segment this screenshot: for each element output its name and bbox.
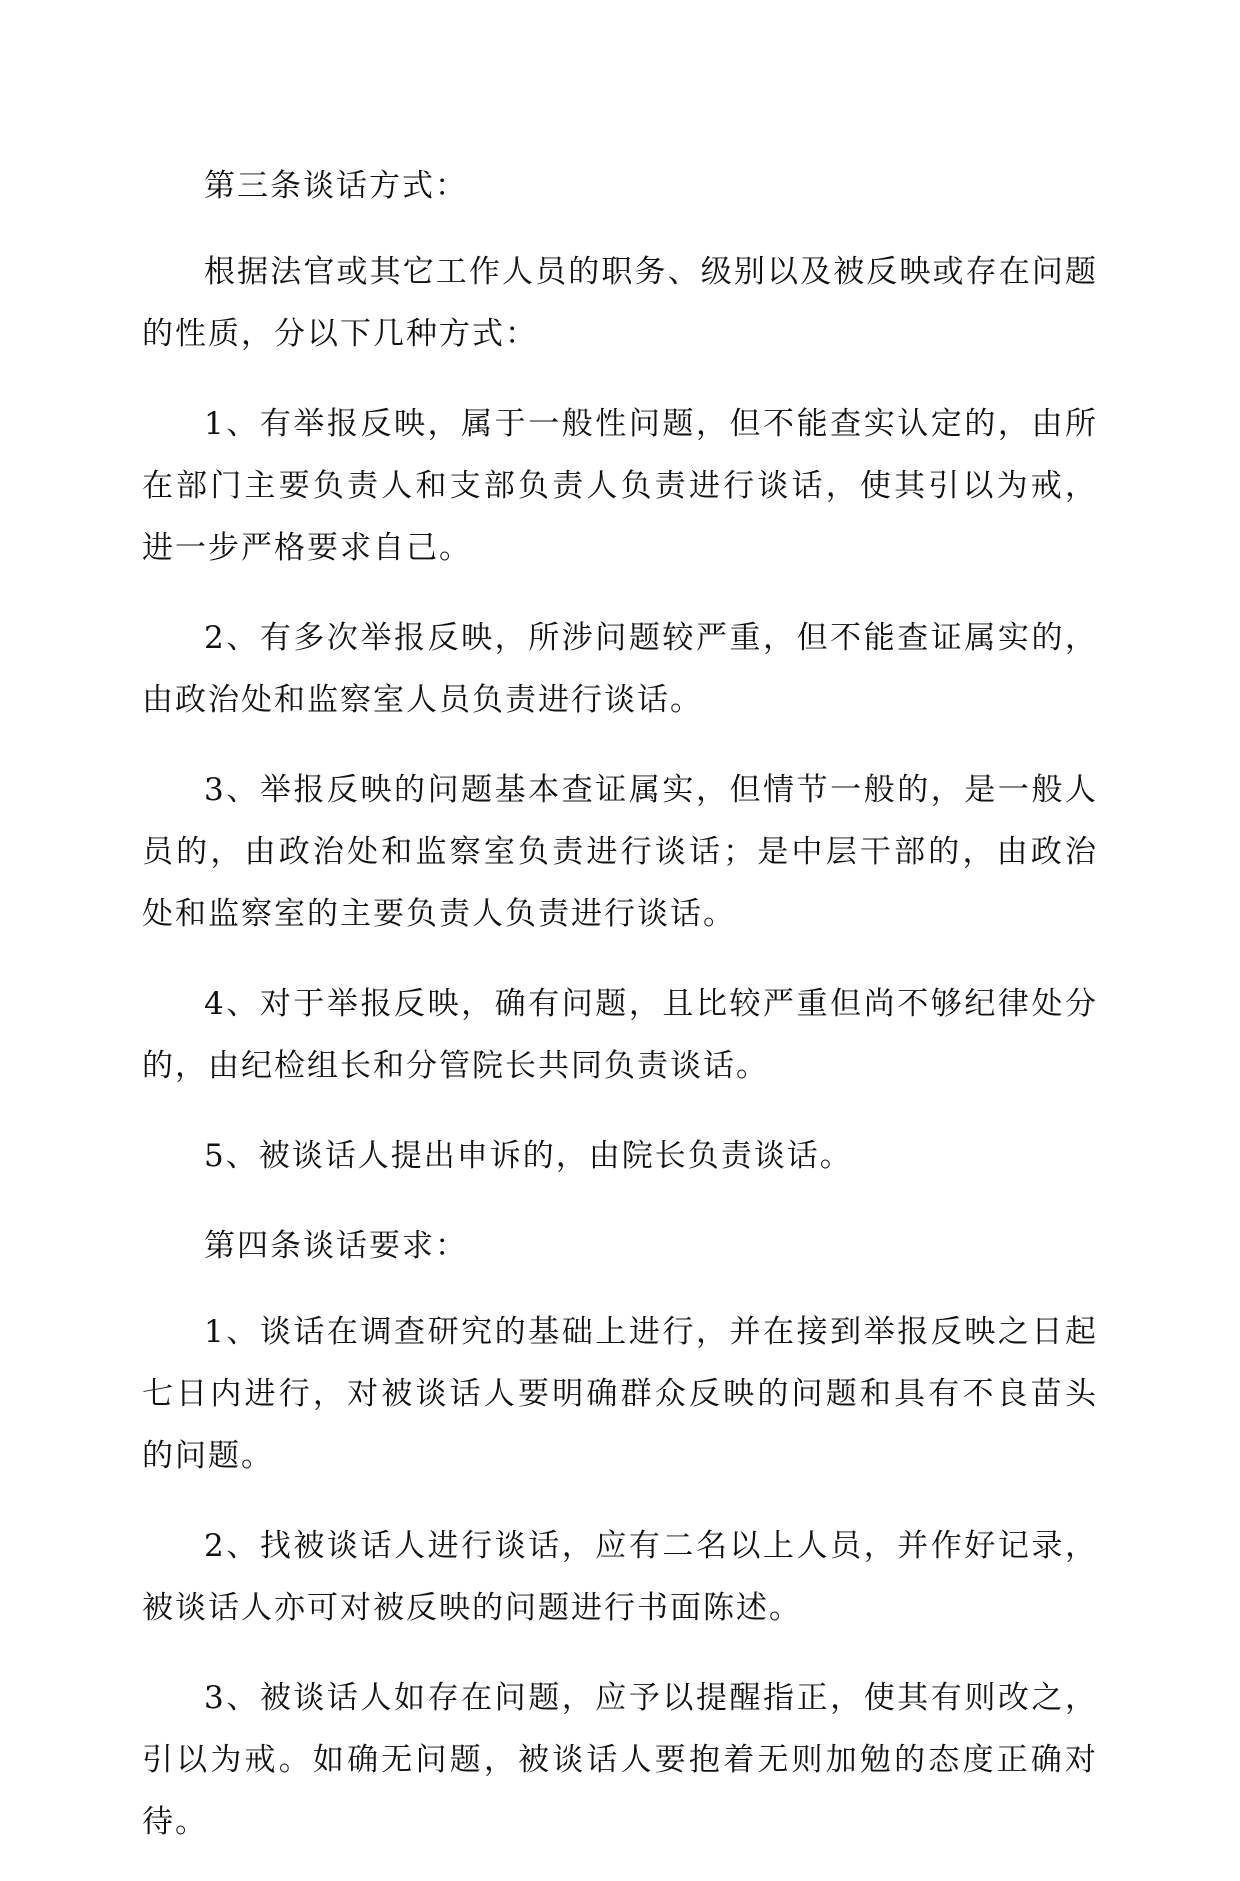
- list-item: 3、被谈话人如存在问题，应予以提醒指正，使其有则改之，引以为戒。如确无问题，被谈话人要抱着无则加勉的态度正确对待。: [142, 1680, 1098, 1840]
- document-page: [142, 155, 1098, 1881]
- section-heading-3: 第三条谈话方式：: [204, 168, 468, 204]
- section-heading-4: 第四条谈话要求：: [204, 1228, 468, 1264]
- list-item: 3、举报反映的问题基本查证属实，但情节一般的，是一般人员的，由政治处和监察室负责进行谈话；是中层干部的，由政治处和监察室的主要负责人负责进行谈话。: [142, 772, 1098, 932]
- paragraph: 根据法官或其它工作人员的职务、级别以及被反映或存在问题的性质，分以下几种方式：: [142, 254, 1098, 352]
- list-item: 5、被谈话人提出申诉的，由院长负责谈话。: [204, 1138, 853, 1174]
- list-item: 2、找被谈话人进行谈话，应有二名以上人员，并作好记录，被谈话人亦可对被反映的问题进行书面陈述。: [142, 1528, 1098, 1626]
- list-item: 4、对于举报反映，确有问题，且比较严重但尚不够纪律处分的，由纪检组长和分管院长共同负责谈话。: [142, 986, 1098, 1084]
- list-item: 2、有多次举报反映，所涉问题较严重，但不能查证属实的，由政治处和监察室人员负责进行谈话。: [142, 620, 1098, 718]
- list-item: 1、谈话在调查研究的基础上进行，并在接到举报反映之日起七日内进行，对被谈话人要明确群众反映的问题和具有不良苗头的问题。: [142, 1314, 1098, 1474]
- list-item: 1、有举报反映，属于一般性问题，但不能查实认定的，由所在部门主要负责人和支部负责人负责进行谈话，使其引以为戒，进一步严格要求自己。: [142, 406, 1098, 566]
